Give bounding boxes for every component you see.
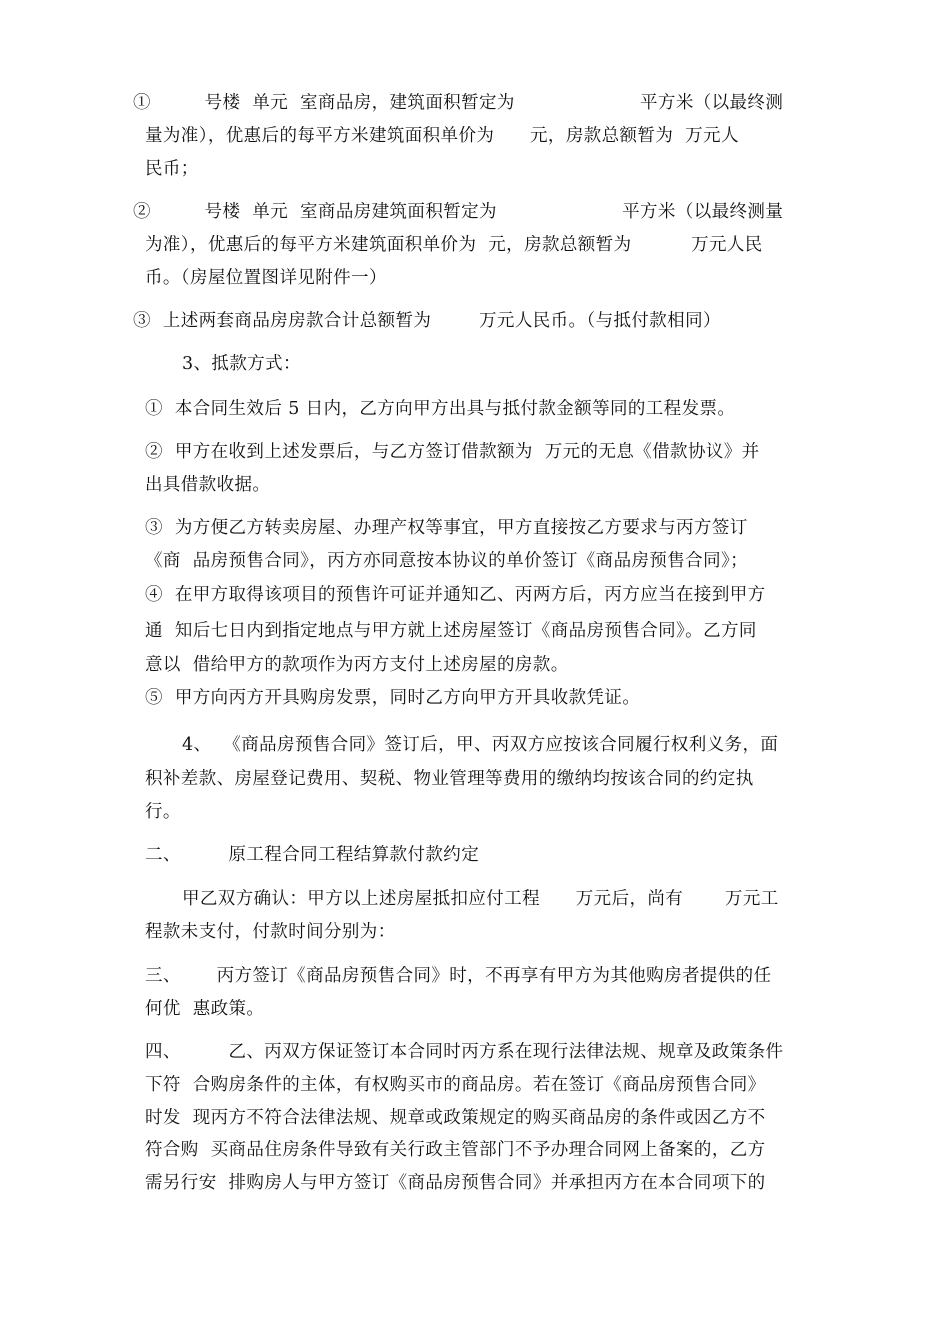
paragraph-line: 通 知后七日内到指定地点与甲方就上述房屋签订《商品房预售合同》。乙方同 bbox=[145, 621, 757, 641]
paragraph-line: 《商 品房预售合同》，丙方亦同意按本协议的单价签订《商品房预售合同》； bbox=[145, 551, 749, 571]
paragraph-line: 符合购 买商品住房条件导致有关行政主管部门不予办理合同网上备案的，乙方 bbox=[145, 1140, 766, 1160]
paragraph-line: ④ 在甲方取得该项目的预售许可证并通知乙、丙两方后，丙方应当在接到甲方 bbox=[145, 585, 766, 605]
paragraph-line: 民币； bbox=[145, 159, 199, 179]
paragraph-line: 为准），优惠后的每平方米建筑面积单价为 元，房款总额暂为 万元人民 bbox=[145, 235, 763, 255]
paragraph-line: 需另行安 排购房人与甲方签订《商品房预售合同》并承担丙方在本合同项下的 bbox=[145, 1173, 766, 1193]
paragraph-line: ⑤ 甲方向丙方开具购房发票，同时乙方向甲方开具收款凭证。 bbox=[145, 688, 641, 708]
paragraph-line: ① 本合同生效后 5 日内，乙方向甲方出具与抵付款金额等同的工程发票。 bbox=[145, 399, 736, 419]
paragraph-line: 甲乙双方确认：甲方以上述房屋抵扣应付工程 万元后，尚有 万元工 bbox=[182, 889, 779, 909]
paragraph-line: ① 号楼 单元 室商品房，建筑面积暂定为 平方米（以最终测 bbox=[133, 93, 784, 113]
paragraph-line: 三、 丙方签订《商品房预售合同》时，不再享有甲方为其他购房者提供的任 bbox=[145, 966, 772, 986]
section-heading: 3、抵款方式： bbox=[182, 354, 301, 374]
paragraph-line: ② 号楼 单元 室商品房建筑面积暂定为 平方米（以最终测量 bbox=[133, 202, 784, 222]
paragraph-line: ③ 上述两套商品房房款合计总额暂为 万元人民币。（与抵付款相同） bbox=[133, 311, 721, 331]
section-heading: 二、 原工程合同工程结算款付款约定 bbox=[145, 845, 480, 865]
paragraph-line: 积补差款、房屋登记费用、契税、物业管理等费用的缴纳均按该合同的约定执 bbox=[145, 769, 754, 789]
paragraph-line: 程款未支付，付款时间分别为： bbox=[145, 922, 396, 942]
paragraph-line: 何优 惠政策。 bbox=[145, 999, 265, 1019]
paragraph-line: 意以 借给甲方的款项作为丙方支付上述房屋的房款。 bbox=[145, 655, 569, 675]
paragraph-line: 量为准），优惠后的每平方米建筑面积单价为 元，房款总额暂为 万元人 bbox=[145, 126, 739, 146]
paragraph-line: 行。 bbox=[145, 802, 181, 822]
paragraph-line: 币。（房屋位置图详见附件一） bbox=[145, 268, 387, 288]
paragraph-line: 下符 合购房条件的主体，有权购买市的商品房。若在签订《商品房预售合同》 bbox=[145, 1075, 766, 1095]
paragraph-line: 4、 《商品房预售合同》签订后，甲、丙双方应按该合同履行权利义务，面 bbox=[182, 735, 779, 755]
paragraph-line: ③ 为方便乙方转卖房屋、办理产权等事宜，甲方直接按乙方要求与丙方签订 bbox=[145, 518, 748, 538]
paragraph-line: 时发 现丙方不符合法律法规、规章或政策规定的购买商品房的条件或因乙方不 bbox=[145, 1108, 766, 1128]
paragraph-line: 四、 乙、丙双方保证签订本合同时丙方系在现行法律法规、规章及政策条件 bbox=[145, 1042, 784, 1062]
paragraph-line: 出具借款收据。 bbox=[145, 475, 271, 495]
paragraph-line: ② 甲方在收到上述发票后，与乙方签订借款额为 万元的无息《借款协议》并 bbox=[145, 442, 760, 462]
